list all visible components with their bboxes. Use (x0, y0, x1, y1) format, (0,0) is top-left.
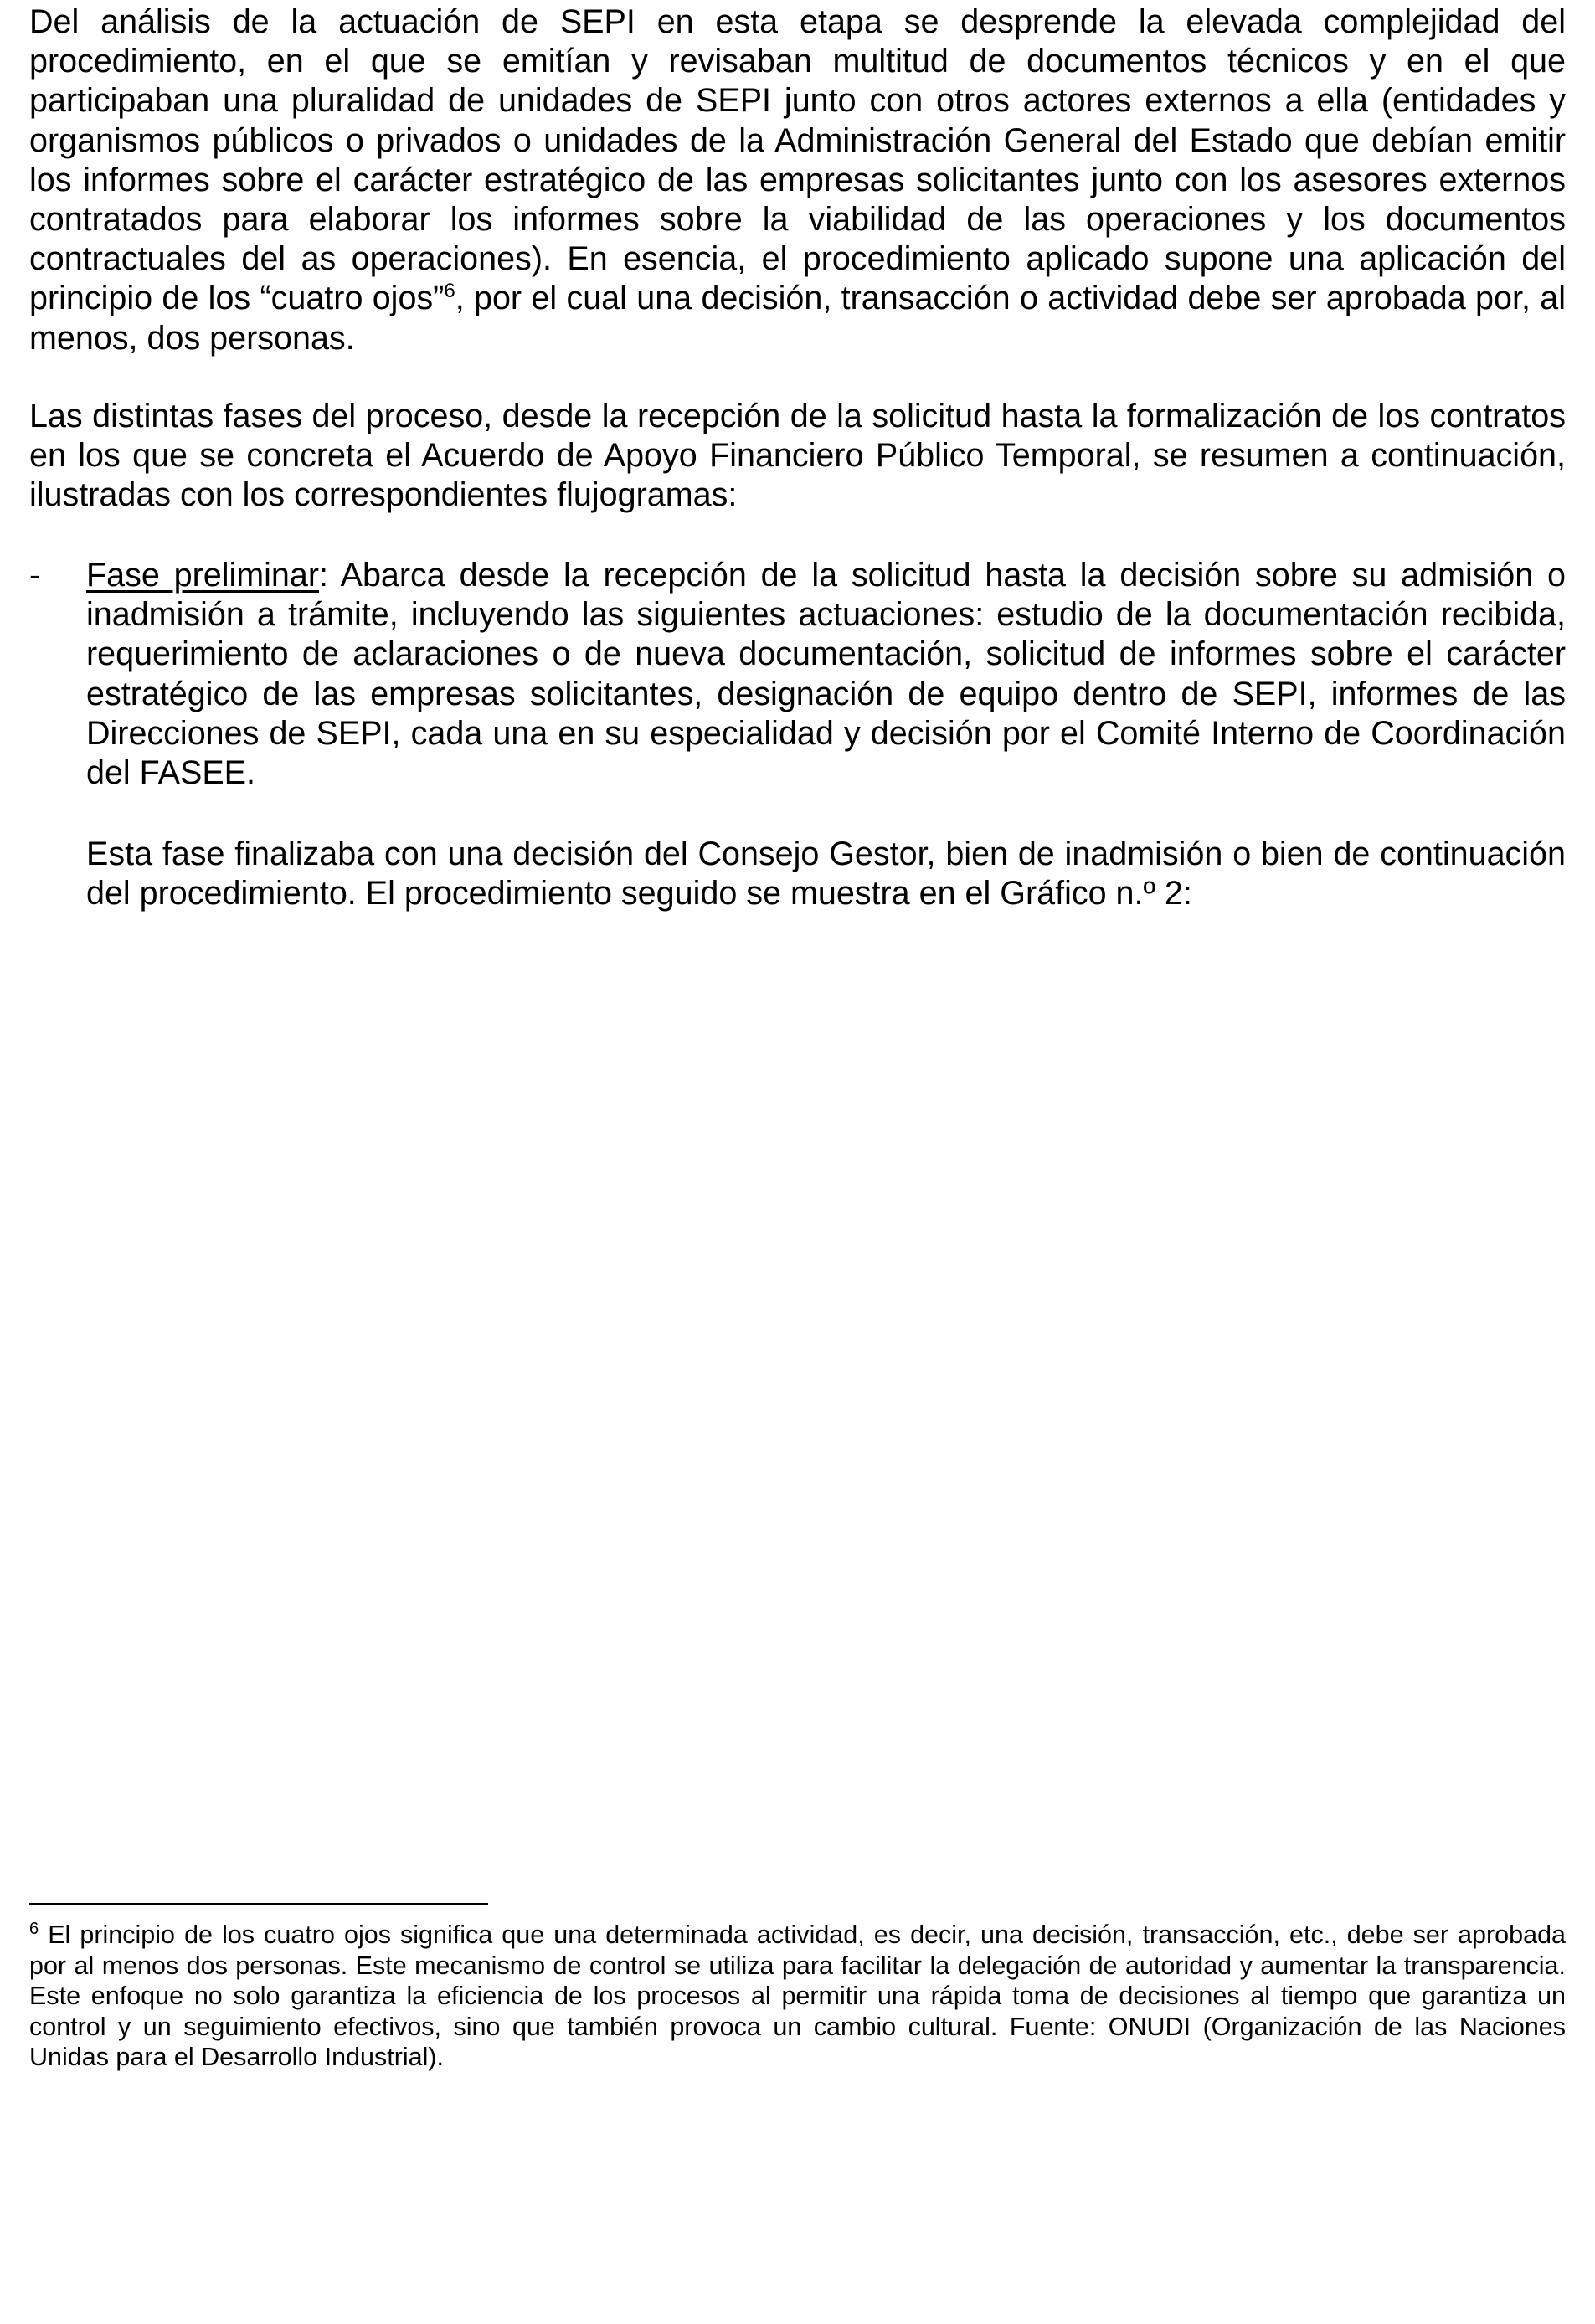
list-bullet-dash: - (29, 557, 41, 594)
list-item-text: : Abarca desde la recepción de la solicitud hasta la decisión sobre su admisión o inadmisión a trámite, incluyendo las siguientes actuaciones: estudio de la documentación recibida, requerimiento de aclaraciones o de nueva documentación, solicitud de informes sobre el carácter estratégico de las empresas solicitantes, designación de equipo dentro de SEPI, informes de las Direcciones de SEPI, cada una en su especialidad y decisión por el Comité Interno de Coordinación del FASEE. (86, 557, 1566, 792)
paragraph-complexity-text-end: , por el cual una decisión, transacción o actividad debe ser aprobada por, al menos, dos personas. (29, 280, 1567, 357)
paragraph-phase-conclusion: Esta fase finalizaba con una decisión del Consejo Gestor, bien de inadmisión o bien de continuación del procedimiento. El procedimiento seguido se muestra en el Gráfico n.º 2: (86, 836, 1566, 913)
list-item-title: Fase preliminar (86, 557, 320, 594)
footnote-separator (29, 1903, 488, 1905)
footnote-reference[interactable]: 6 (444, 280, 455, 303)
paragraph-complexity-text: Del análisis de la actuación de SEPI en esta etapa se desprende la elevada complejidad del procedimiento, en el que se emitían y revisaban multitud de documentos técnicos y en el que participaban una pluralidad de unidades de SEPI junto con otros actores externos a ella (entidades y organismos públicos o privados o unidades de la Administración General del Estado que debían emitir los informes sobre el carácter estratégico de las empresas solicitantes junto con los asesores externos contratados para elaborar los informes sobre la viabilidad de las operaciones y los documentos contractuales del as operaciones). En esencia, el procedimiento aplicado supone una aplicación del principio de los “cuatro ojos” (29, 3, 1566, 317)
footnote-number: 6 (29, 1920, 39, 1938)
footnote-text: El principio de los cuatro ojos significa que una determinada actividad, es decir, una decisión, transacción, etc., debe ser aprobada por al menos dos personas. Este mecanismo de control se utiliza para facilitar la delegación de autoridad y aumentar la transparencia. Este enfoque no solo garantiza la eficiencia de los procesos al permitir una rápida toma de decisiones al tiempo que garantiza un control y un seguimiento efectivos, sino que también provoca un cambio cultural. Fuente: ONUDI (Organización de las Naciones Unidas para el Desarrollo Industrial). (29, 1920, 1566, 2071)
paragraph-complexity (29, 3, 1566, 358)
list-item-body (86, 556, 1566, 793)
paragraph-phases-intro: Las distintas fases del proceso, desde la recepción de la solicitud hasta la formalización de los contratos en los que se concreta el Acuerdo de Apoyo Financiero Público Temporal, se resumen a continuación, ilustradas con los correspondientes flujogramas: (29, 398, 1566, 514)
footnote (29, 1920, 1566, 2073)
